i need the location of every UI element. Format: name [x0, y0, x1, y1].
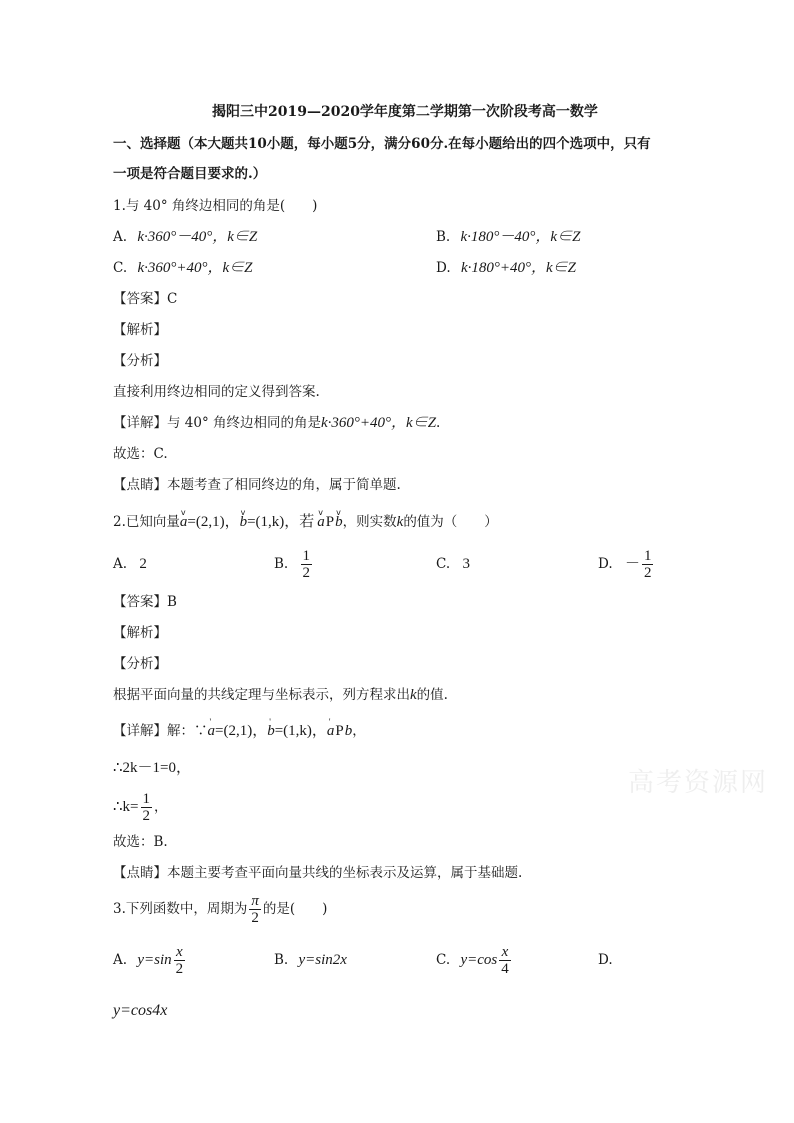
q2-option-b-numerator: 1 — [302, 548, 311, 564]
q1-option-a-text: k·360°－40°，k∈Z — [137, 229, 258, 245]
q2-fenxi-text — [113, 685, 448, 705]
q2-option-d — [598, 543, 655, 585]
q2-option-a-text: 2 — [139, 556, 147, 572]
q2-option-b-denominator: 2 — [302, 565, 311, 581]
q2-option-b-label: B. — [274, 556, 289, 572]
q2-option-a — [113, 554, 147, 574]
q1-answer: 【答案】C — [113, 291, 178, 307]
q3-option-a-label: A. — [113, 952, 128, 968]
q2-choice: 故选：B. — [113, 834, 168, 850]
q3-option-d-text: y=cos4x — [113, 1002, 168, 1019]
q2-fenxi-heading: 【分析】 — [113, 656, 167, 672]
q1-detail — [113, 413, 440, 433]
q2-detail-parallel-b: b — [344, 723, 353, 739]
q2-option-c-text: 3 — [462, 556, 470, 572]
q2-option-d-denominator: 2 — [643, 565, 652, 581]
q2-fenxi-k: k — [410, 687, 417, 703]
q2-detail — [113, 721, 366, 741]
q1-stem: 1.与 40° 角终边相同的角是( ) — [113, 198, 318, 214]
q2-detail-vector-b: ' b — [267, 721, 275, 741]
q2-option-d-numerator: 1 — [643, 548, 652, 564]
q2-step-2-fraction — [141, 791, 153, 824]
q1-option-a-label: A. — [113, 229, 128, 245]
q2-parallel-symbol: P — [325, 514, 335, 530]
q2-option-b — [274, 543, 314, 585]
q2-detail-head: 【详解】解：∵ — [113, 723, 208, 739]
q2-detail-end: ， — [352, 723, 366, 739]
q2-stem-prefix: 2.已知向量 — [113, 514, 180, 530]
q1-detail-end: . — [436, 415, 441, 431]
q2-step-2 — [113, 786, 168, 828]
q1-detail-label: 【详解】与 40° 角终边相同的角是 — [113, 415, 322, 431]
q3-option-b-text: y=sin2x — [298, 952, 347, 968]
q2-option-c-label: C. — [436, 556, 451, 572]
q2-option-d-sign: － — [624, 556, 640, 572]
q2-vector-b: v b — [240, 512, 248, 532]
q2-vector-a-value: =(2,1)， — [187, 514, 240, 530]
page-title: 揭阳三中2019—2020学年度第二学期第一次阶段考高一数学 — [212, 104, 598, 120]
q2-option-b-fraction — [301, 548, 313, 581]
q2-step-2-prefix: ∴k= — [113, 799, 139, 815]
q2-parallel-a: v a — [317, 512, 325, 532]
q1-choice: 故选：C. — [113, 446, 168, 462]
q2-vector-b-value: =(1,k)，若 — [247, 514, 315, 530]
q2-stem-k: k — [396, 514, 404, 530]
q2-stem-middle: ，则实数 — [342, 514, 397, 530]
q2-fenxi-text-b: 的值. — [416, 687, 448, 703]
q2-detail-vector-a-value: =(2,1)， — [215, 723, 268, 739]
q3-stem-end: 的是( ) — [262, 901, 328, 917]
q3-option-c-prefix: y=cos — [460, 952, 498, 968]
q3-option-a-numerator: x — [174, 944, 186, 961]
q1-option-b — [436, 227, 580, 247]
q3-option-a — [113, 939, 187, 981]
q1-analysis-heading: 【解析】 — [113, 322, 167, 338]
q2-detail-vector-a: ' a — [208, 721, 216, 741]
q2-option-d-label: D. — [598, 556, 613, 572]
q1-option-d-label: D. — [436, 260, 451, 276]
q3-option-a-denominator: 2 — [175, 961, 184, 977]
q3-stem-numerator: π — [251, 893, 259, 909]
q1-detail-math: k·360°+40°，k∈Z — [321, 415, 437, 431]
q1-option-d — [436, 258, 576, 278]
q1-option-c — [113, 258, 252, 278]
q2-step-2-denominator: 2 — [142, 808, 151, 824]
q3-option-a-fraction — [174, 944, 186, 977]
q1-option-d-text: k·180°+40°，k∈Z — [460, 260, 576, 276]
q2-option-c — [436, 554, 470, 574]
section-heading-cont: 一项是符合题目要求的.） — [113, 166, 267, 182]
q3-option-a-prefix: y=sin — [137, 952, 172, 968]
q2-detail-vector-b-value: =(1,k)， — [274, 723, 327, 739]
q2-detail-parallel-symbol: P — [335, 723, 344, 739]
q3-option-c-fraction — [499, 944, 511, 977]
q2-step-2-numerator: 1 — [142, 791, 151, 807]
q3-option-c — [436, 939, 513, 981]
q2-stem-tail: 的值为（ ） — [403, 514, 498, 530]
q3-stem-prefix: 3.下列函数中，周期为 — [113, 901, 248, 917]
q2-fenxi-text-a: 根据平面向量的共线定理与坐标表示，列方程求出 — [113, 687, 410, 703]
q3-option-b-label: B. — [274, 952, 289, 968]
q2-detail-parallel-a: ' a — [327, 721, 335, 741]
q2-option-a-label: A. — [113, 556, 128, 572]
q3-option-c-label: C. — [436, 952, 451, 968]
q3-option-c-denominator: 4 — [501, 961, 509, 977]
q1-fenxi-text: 直接利用终边相同的定义得到答案. — [113, 384, 320, 400]
q1-option-c-label: C. — [113, 260, 128, 276]
q2-analysis-heading: 【解析】 — [113, 625, 167, 641]
q2-answer: 【答案】B — [113, 594, 177, 610]
q2-option-d-fraction — [642, 548, 654, 581]
section-heading: 一、选择题（本大题共10小题，每小题5分，满分60分.在每小题给出的四个选项中，只有 — [113, 136, 651, 152]
q3-option-b — [274, 950, 347, 970]
q1-comment: 【点睛】本题考查了相同终边的角，属于简单题. — [113, 477, 401, 493]
q3-stem-denominator: 2 — [251, 910, 259, 926]
watermark: 高考资源网 — [628, 768, 769, 798]
q1-option-b-label: B. — [436, 229, 451, 245]
q1-option-b-text: k·180°－40°，k∈Z — [460, 229, 581, 245]
q1-fenxi-heading: 【分析】 — [113, 353, 167, 369]
q3-stem — [113, 888, 327, 930]
q2-step-1: ∴2k－1=0， — [113, 760, 192, 776]
q3-stem-fraction — [249, 893, 261, 926]
q2-parallel-b: v b — [335, 512, 343, 532]
q2-comment: 【点睛】本题主要考查平面向量共线的坐标表示及运算，属于基础题. — [113, 865, 523, 881]
q2-step-2-end: ， — [154, 799, 168, 815]
q3-option-d-label: D. — [598, 952, 613, 968]
q3-option-c-numerator: x — [499, 944, 511, 961]
q2-vector-a: v a — [180, 512, 188, 532]
q1-option-c-text: k·360°+40°，k∈Z — [137, 260, 253, 276]
q1-option-a — [113, 227, 257, 247]
q2-stem — [113, 512, 498, 532]
